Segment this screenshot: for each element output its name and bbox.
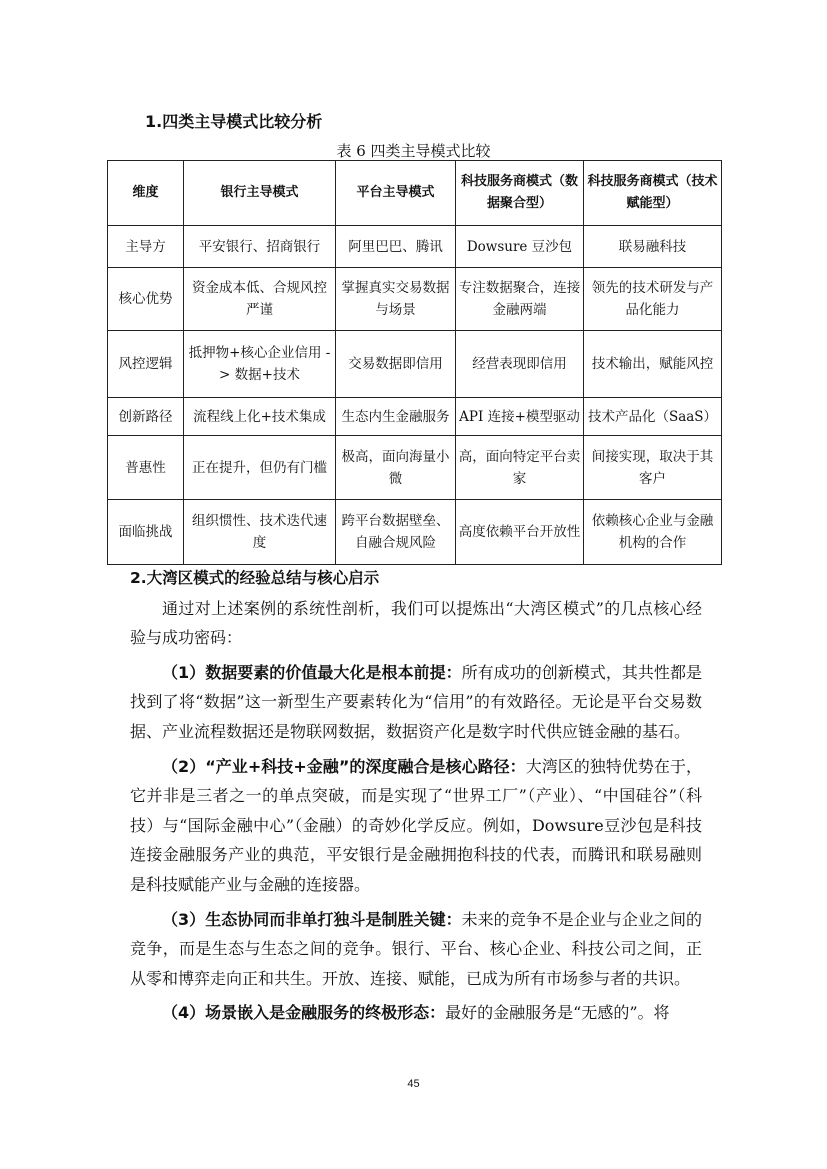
table-cell: 阿里巴巴、腾讯 [336,226,456,268]
column-header: 科技服务商模式（数据聚合型） [456,161,584,226]
column-header: 银行主导模式 [184,161,336,226]
table-row [108,226,722,268]
table-cell: 技术产品化（SaaS） [584,398,722,436]
table-cell: Dowsure 豆沙包 [456,226,584,268]
table-cell: 联易融科技 [584,226,722,268]
table-row [108,398,722,436]
table-cell: 正在提升，但仍有门槛 [184,436,336,500]
table-cell: 间接实现，取决于其客户 [584,436,722,500]
table-cell: 风控逻辑 [108,331,184,398]
table-cell: 掌握真实交易数据与场景 [336,268,456,331]
table-row [108,268,722,331]
table-cell: 组织惯性、技术迭代速度 [184,500,336,565]
point-text: 所有成功的创新模式，其共性都是找到了将“数据”这一新型生产要素转化为“信用”的有效路径。无论是平台交易数据、产业流程数据还是物联网数据，数据资产化是数字时代供应链金融的基石。 [130,662,702,741]
point-text: 最好的金融服务是“无感的”。将 [445,1003,670,1023]
body-text [130,564,702,1028]
table-cell: 交易数据即信用 [336,331,456,398]
table-cell: 核心优势 [108,268,184,331]
table-cell: 流程线上化+技术集成 [184,398,336,436]
table-cell: 主导方 [108,226,184,268]
column-header: 维度 [108,161,184,226]
table-cell: 抵押物+核心企业信用 -> 数据+技术 [184,331,336,398]
table-row [108,331,722,398]
column-header: 平台主导模式 [336,161,456,226]
point-title: （1）数据要素的价值最大化是根本前提： [162,662,462,682]
table-cell: 普惠性 [108,436,184,500]
table-cell: 极高，面向海量小微 [336,436,456,500]
table-cell: 生态内生金融服务 [336,398,456,436]
table-cell: 平安银行、招商银行 [184,226,336,268]
table-cell: 技术输出，赋能风控 [584,331,722,398]
point-title: （4）场景嵌入是金融服务的终极形态： [162,1003,446,1023]
column-header: 科技服务商模式（技术赋能型） [584,161,722,226]
table-cell: 创新路径 [108,398,184,436]
comparison-table [107,160,722,565]
point-text: 未来的竞争不是企业与企业之间的竞争，而是生态与生态之间的竞争。银行、平台、核心企业、科技公司之间，正从零和博弈走向正和共生。开放、连接、赋能，已成为所有市场参与者的共识。 [130,909,702,988]
point-paragraph [130,658,702,747]
table-cell: 领先的技术研发与产品化能力 [584,268,722,331]
table-cell: 资金成本低、合规风控严谨 [184,268,336,331]
point-paragraph [130,998,702,1028]
table-header-row [108,161,722,226]
table-row [108,436,722,500]
table-row [108,500,722,565]
table-cell: 高，面向特定平台卖家 [456,436,584,500]
point-title: （3）生态协同而非单打独斗是制胜关键： [162,909,462,929]
table-cell: 跨平台数据壁垒、自融合规风险 [336,500,456,565]
table-caption: 表 6 四类主导模式比较 [336,142,491,160]
page-number: 45 [407,1078,420,1090]
point-paragraph [130,752,702,900]
section-heading: 2.大湾区模式的经验总结与核心启示 [130,569,380,587]
table-cell: 专注数据聚合，连接金融两端 [456,268,584,331]
table-cell: 面临挑战 [108,500,184,565]
table-cell: 依赖核心企业与金融机构的合作 [584,500,722,565]
paragraph: 通过对上述案例的系统性剖析，我们可以提炼出“大湾区模式”的几点核心经验与成功密码： [130,598,702,648]
table-cell: API 连接+模型驱动 [456,398,584,436]
section-heading: 1.四类主导模式比较分析 [145,112,323,131]
point-paragraph [130,905,702,994]
point-text: 大湾区的独特优势在于，它并非是三者之一的单点突破，而是实现了“世界工厂”（产业）、“中国硅谷”（科技）与“国际金融中心”（金融）的奇妙化学反应。例如，Dowsure豆沙包是科技连接金融服务产业的典范，平安银行是金融拥抱科技的代表，而腾讯和联易融则是科技赋能产业与金融的连接器。 [130,756,702,894]
table-cell: 经营表现即信用 [456,331,584,398]
table-cell: 高度依赖平台开放性 [456,500,584,565]
point-title: （2）“产业+科技+金融”的深度融合是核心路径： [162,756,526,776]
